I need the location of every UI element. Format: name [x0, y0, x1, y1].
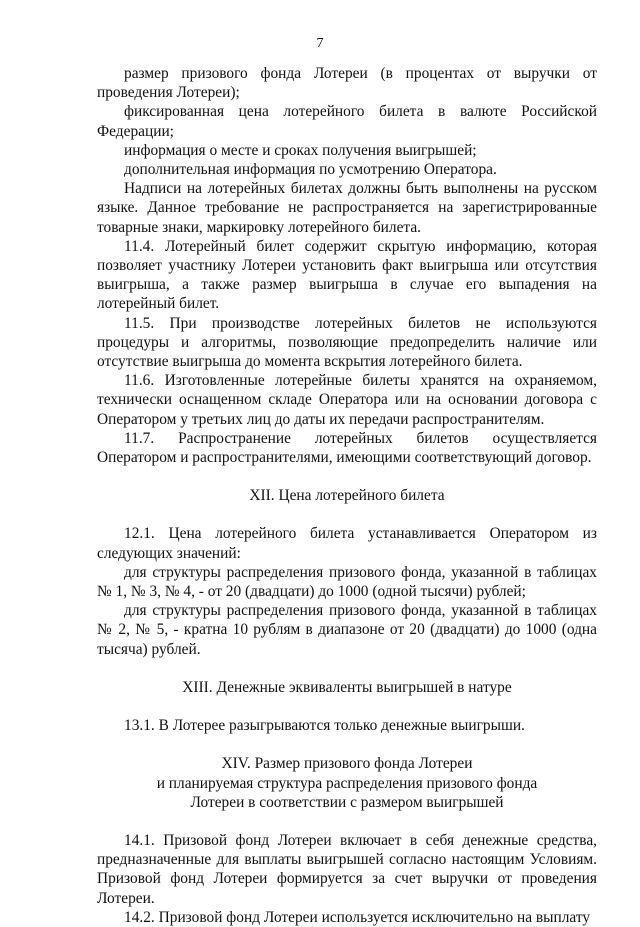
clause-11-6: 11.6. Изготовленные лотерейные билеты хранятся на охраняемом, технически оснащенном складе Оператора или на основании договора с Оператором у третьих лиц до даты их передачи распространителям.: [97, 372, 597, 428]
section-13-heading: XIII. Денежные эквиваленты выигрышей в натуре: [182, 678, 512, 696]
price-item-1: для структуры распределения призового фонда, указанной в таблицах № 1, № 3, № 4, - от 20 (двадцати) до 1000 (одной тысячи) рублей;: [97, 563, 597, 601]
list-item: размер призового фонда Лотереи (в процентах от выручки от проведения Лотереи);: [97, 65, 597, 102]
document-body: [97, 64, 597, 927]
clause-12-1: 12.1. Цена лотерейного билета устанавливается Оператором из следующих значений:: [97, 525, 597, 562]
price-item-2: для структуры распределения призового фонда, указанной в таблицах № 2, № 5, - кратна 10 рублям в диапазоне от 20 (двадцати) до 1000 (одна тысяча) рублей.: [97, 602, 597, 658]
inscriptions-paragraph: Надписи на лотерейных билетах должны быть выполнены на русском языке. Данное требование не распространяется на зарегистрированные товарные знаки, маркировку лотерейного билета.: [97, 180, 597, 236]
clause-11-4: 11.4. Лотерейный билет содержит скрытую информацию, которая позволяет участнику Лотереи установить факт выигрыша или отсутствия выигрыша, а также размер выигрыша в случае его выпадения на лотерейный билет.: [97, 237, 597, 313]
page-number: 7: [316, 36, 324, 51]
clause-14-1: 14.1. Призовой фонд Лотереи включает в себя денежные средства, предназначенные для выплаты выигрышей согласно настоящим Условиям. Призовой фонд Лотереи формируется за счет выручки от проведения Лотереи.: [97, 831, 597, 907]
clause-13-1: 13.1. В Лотерее разыгрываются только денежные выигрыши.: [124, 717, 525, 735]
section-12-heading: XII. Цена лотерейного билета: [249, 487, 445, 505]
section-14-heading: [97, 754, 597, 812]
clause-11-5: 11.5. При производстве лотерейных билетов не используются процедуры и алгоритмы, позволяющие предопределить наличие или отсутствие выигрыша до момента вскрытия лотерейного билета.: [97, 314, 597, 371]
clause-14-2: 14.2. Призовой фонд Лотереи используется исключительно на выплату: [124, 908, 591, 926]
list-item: информация о месте и сроках получения выигрышей;: [124, 141, 477, 159]
section-14-heading-line: XIV. Размер призового фонда Лотереи: [221, 755, 473, 773]
list-item: дополнительная информация по усмотрению Оператора.: [124, 161, 497, 179]
clause-11-7: 11.7. Распространение лотерейных билетов осуществляется Оператором и распространителями, имеющими соответствующий договор.: [97, 429, 597, 467]
section-14-heading-line: Лотереи в соответствии с размером выигрышей: [190, 793, 504, 811]
section-14-heading-line: и планируемая структура распределения призового фонда: [156, 774, 538, 792]
list-item: фиксированная цена лотерейного билета в валюте Российской Федерации;: [97, 103, 597, 140]
